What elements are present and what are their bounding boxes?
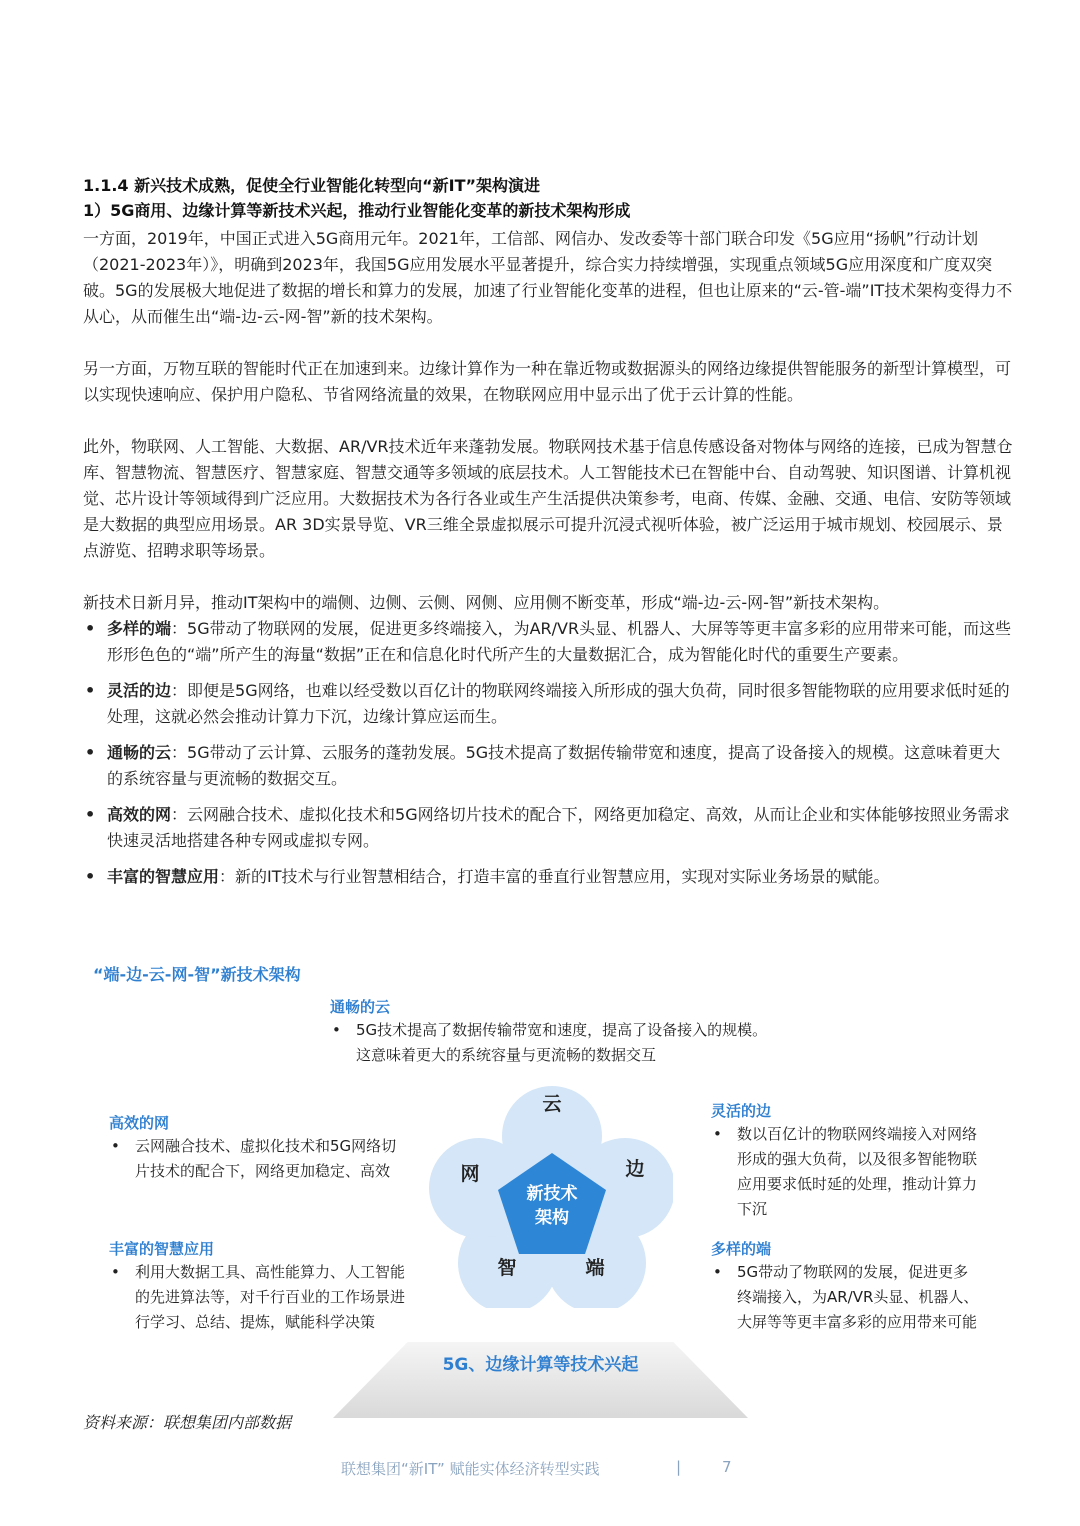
box-network <box>109 1112 409 1184</box>
petal-label-network: 网 <box>460 1163 480 1185</box>
diagram-title: “端-边-云-网-智”新技术架构 <box>93 965 301 984</box>
box-terminal-body: • 5G带动了物联网的发展，促进更多终端接入，为AR/VR头显、机器人、大屏等等更丰富多彩的应用带来可能 <box>711 1260 981 1335</box>
bullet-list <box>83 616 1013 890</box>
flower-diagram <box>413 1078 673 1308</box>
paragraph-2: 另一方面，万物互联的智能时代正在加速到来。边缘计算作为一种在靠近物或数据源头的网络边缘提供智能服务的新型计算模型，可以实现快速响应、保护用户隐私、节省网络流量的效果，在物联网应用中显示出了优于云计算的性能。 <box>83 359 1012 404</box>
main-content <box>83 174 1013 900</box>
footer-separator: | <box>676 1458 682 1476</box>
petal-label-intelligence: 智 <box>497 1257 517 1279</box>
box-edge-title: 灵活的边 <box>711 1102 772 1120</box>
box-terminal <box>711 1238 981 1335</box>
box-cloud-title: 通畅的云 <box>330 998 391 1016</box>
box-intelligence <box>109 1238 409 1335</box>
list-item: • 丰富的智慧应用：新的IT技术与行业智慧相结合，打造丰富的垂直行业智慧应用，实现对实际业务场景的赋能。 <box>83 864 1013 890</box>
box-intelligence-title: 丰富的智慧应用 <box>109 1240 215 1258</box>
center-label-line1: 新技术 <box>526 1184 578 1204</box>
section-subheading: 1）5G商用、边缘计算等新技术兴起，推动行业智能化变革的新技术架构形成 <box>83 201 631 220</box>
footer-title: 联想集团“新IT” 赋能实体经济转型实践 <box>341 1460 600 1478</box>
base-label: 5G、边缘计算等技术兴起 <box>442 1355 639 1375</box>
page-number: 7 <box>722 1458 732 1476</box>
list-item: • 通畅的云：5G带动了云计算、云服务的蓬勃发展。5G技术提高了数据传输带宽和速度，提高了设备接入的规模。这意味着更大的系统容量与更流畅的数据交互。 <box>83 740 1013 792</box>
box-network-title: 高效的网 <box>109 1114 170 1132</box>
box-terminal-title: 多样的端 <box>711 1240 772 1258</box>
petal-label-cloud: 云 <box>542 1093 562 1115</box>
section-heading: 1.1.4 新兴技术成熟，促使全行业智能化转型向“新IT”架构演进 <box>83 176 541 195</box>
petal-label-edge: 边 <box>625 1158 645 1180</box>
box-cloud <box>330 996 770 1068</box>
box-cloud-body: • 5G技术提高了数据传输带宽和速度，提高了设备接入的规模。这意味着更大的系统容量与更流畅的数据交互 <box>330 1018 770 1068</box>
paragraph-4: 新技术日新月异，推动IT架构中的端侧、边侧、云侧、网侧、应用侧不断变革，形成“端-边-云-网-智”新技术架构。 <box>83 593 890 612</box>
box-network-body: • 云网融合技术、虚拟化技术和5G网络切片技术的配合下，网络更加稳定、高效 <box>109 1134 409 1184</box>
box-edge <box>711 1100 981 1222</box>
list-item: • 多样的端：5G带动了物联网的发展，促进更多终端接入，为AR/VR头显、机器人、大屏等等更丰富多彩的应用带来可能，而这些形形色色的“端”所产生的海量“数据”正在和信息化时代所产生的大量数据汇合，成为智能化时代的重要生产要素。 <box>83 616 1013 668</box>
list-item: • 高效的网：云网融合技术、虚拟化技术和5G网络切片技术的配合下，网络更加稳定、高效，从而让企业和实体能够按照业务需求快速灵活地搭建各种专网或虚拟专网。 <box>83 802 1013 854</box>
box-edge-body: • 数以百亿计的物联网终端接入对网络形成的强大负荷，以及很多智能物联应用要求低时延的处理，推动计算力下沉 <box>711 1122 981 1222</box>
center-label-line2: 架构 <box>535 1208 569 1228</box>
architecture-diagram <box>83 958 1013 1418</box>
paragraph-3: 此外，物联网、人工智能、大数据、AR/VR技术近年来蓬勃发展。物联网技术基于信息传感设备对物体与网络的连接，已成为智慧仓库、智慧物流、智慧医疗、智慧家庭、智慧交通等多领域的底层技术。人工智能技术已在智能中台、自动驾驶、知识图谱、计算机视觉、芯片设计等领域得到广泛应用。大数据技术为各行各业或生产生活提供决策参考，电商、传媒、金融、交通、电信、安防等领域是大数据的典型应用场景。AR 3D实景导览、VR三维全景虚拟展示可提升沉浸式视听体验，被广泛运用于城市规划、校园展示、景点游览、招聘求职等场景。 <box>83 437 1013 560</box>
paragraph-1: 一方面，2019年，中国正式进入5G商用元年。2021年，工信部、网信办、发改委等十部门联合印发《5G应用“扬帆”行动计划（2021-2023年）》，明确到2023年，我国5G应用发展水平显著提升，综合实力持续增强，实现重点领域5G应用深度和广度双突破。5G的发展极大地促进了数据的增长和算力的发展，加速了行业智能化变革的进程，但也让原来的“云-管-端”IT技术架构变得力不从心，从而催生出“端-边-云-网-智”新的技术架构。 <box>83 229 1013 326</box>
list-item: • 灵活的边：即便是5G网络，也难以经受数以百亿计的物联网终端接入所形成的强大负荷，同时很多智能物联的应用要求低时延的处理，这就必然会推动计算力下沉，边缘计算应运而生。 <box>83 678 1013 730</box>
source-note: 资料来源：联想集团内部数据 <box>83 1413 292 1432</box>
box-intelligence-body: • 利用大数据工具、高性能算力、人工智能的先进算法等，对千行百业的工作场景进行学习、总结、提炼，赋能科学决策 <box>109 1260 409 1335</box>
petal-label-terminal: 端 <box>585 1257 605 1279</box>
